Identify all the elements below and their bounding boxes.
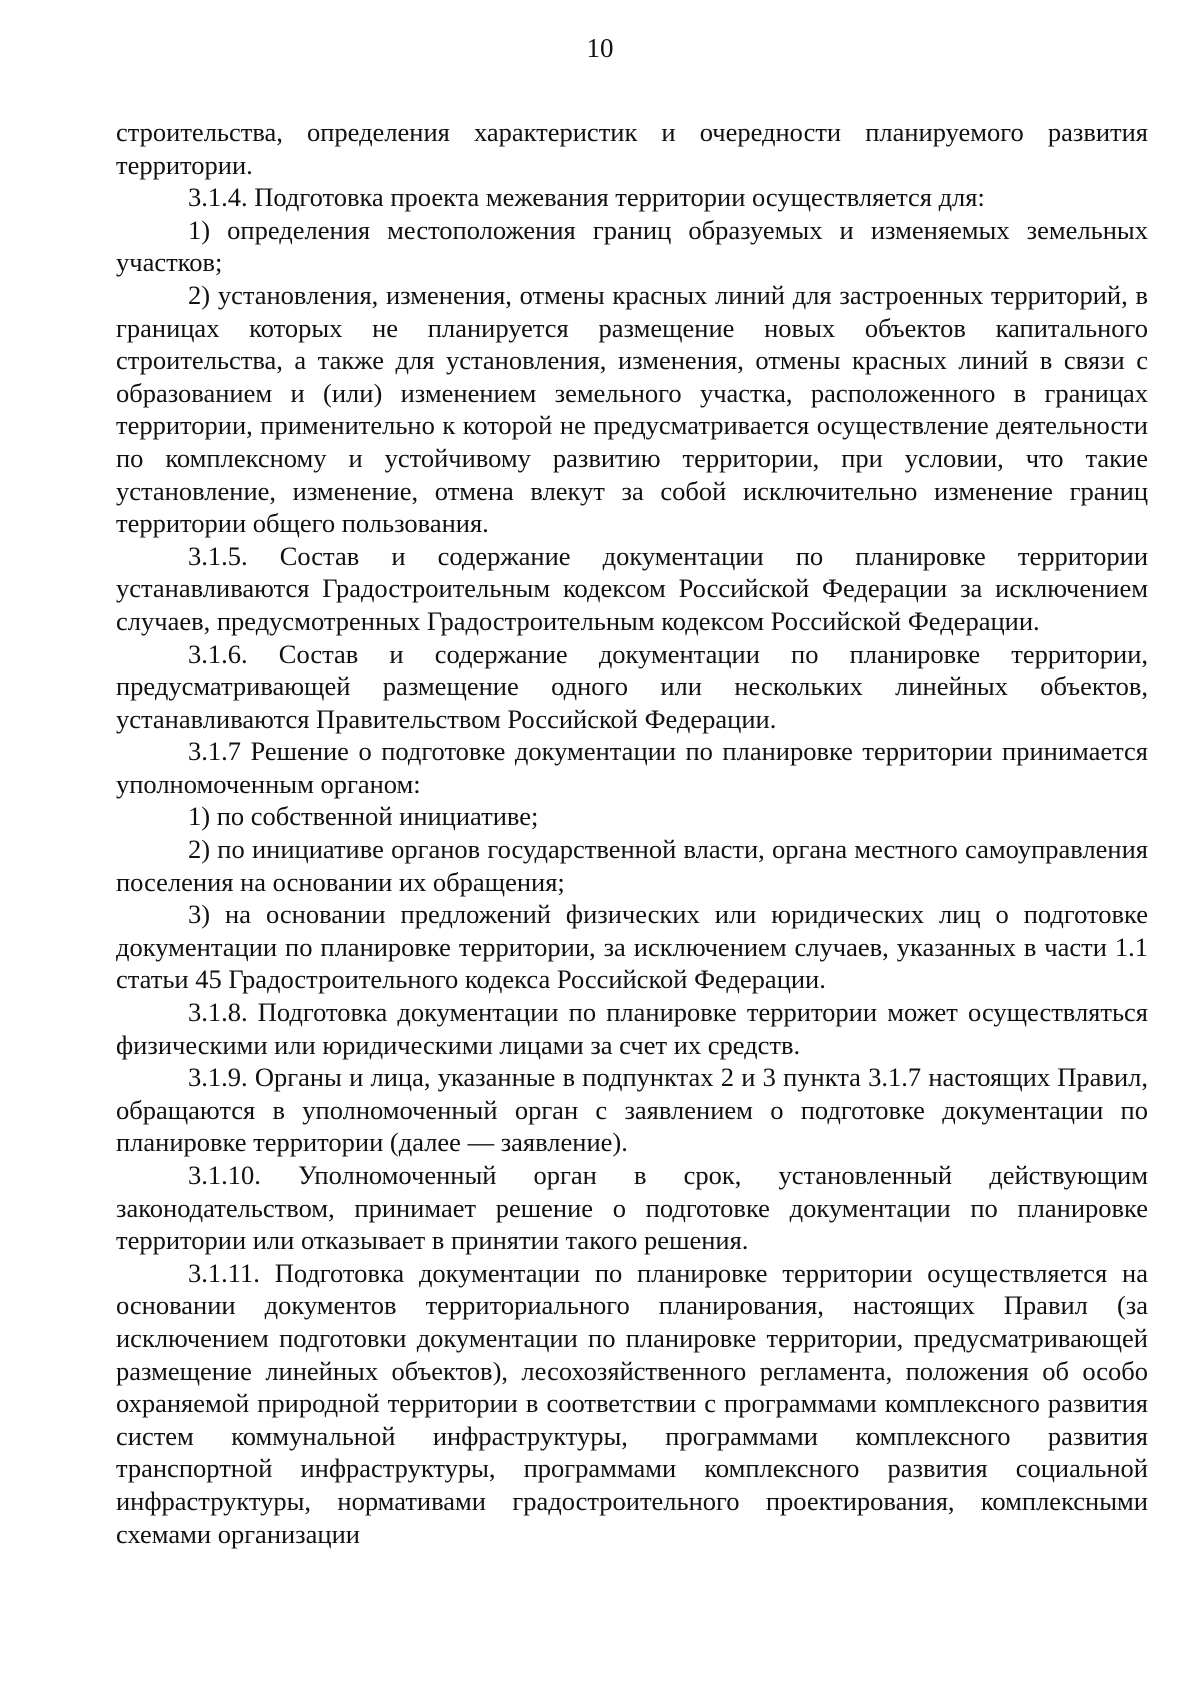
paragraph-3-1-4-item-2: 2) установления, изменения, отмены красных линий для застроенных территорий, в границах которых не планируется размещение новых объектов капитального строительства, а также для установления, изменения, отмены красных линий в связи с образованием и (или) изменением земельного участка, расположенного в границах территории, применительно к которой не предусматривается осуществление деятельности по комплексному и устойчивому развитию территории, при условии, что такие установление, изменение, отмена влекут за собой исключительно изменение границ территории общего пользования. — [116, 279, 1148, 539]
paragraph-3-1-7: 3.1.7 Решение о подготовке документации по планировке территории принимается уполномоченным органом: — [116, 736, 1148, 799]
paragraph-3-1-7-item-3: 3) на основании предложений физических или юридических лиц о подготовке документации по планировке территории, за исключением случаев, указанных в части 1.1 статьи 45 Градостроительного кодекса Российской Федерации. — [116, 899, 1148, 995]
paragraph-3-1-4: 3.1.4. Подготовка проекта межевания территории осуществляется для: — [188, 182, 985, 213]
paragraph-continuation: строительства, определения характеристик и очередности планируемого развития территории. — [116, 117, 1148, 180]
paragraph-3-1-7-item-1: 1) по собственной инициативе; — [188, 801, 539, 832]
paragraph-3-1-10: 3.1.10. Уполномоченный орган в срок, установленный действующим законодательством, принимает решение о подготовке документации по планировке территории или отказывает в принятии такого решения. — [116, 1160, 1148, 1256]
document-body — [116, 116, 1148, 1550]
paragraph-3-1-11: 3.1.11. Подготовка документации по планировке территории осуществляется на основании документов территориального планирования, настоящих Правил (за исключением подготовки документации по планировке территории, предусматривающей размещение линейных объектов), лесохозяйственного регламента, положения об особо охраняемой природной территории в соответствии с программами комплексного развития систем коммунальной инфраструктуры, программами комплексного развития транспортной инфраструктуры, программами комплексного развития социальной инфраструктуры, нормативами градостроительного проектирования, комплексными схемами организации — [116, 1257, 1148, 1549]
paragraph-3-1-5: 3.1.5. Состав и содержание документации по планировке территории устанавливаются Градостроительным кодексом Российской Федерации за исключением случаев, предусмотренных Градостроительным кодексом Российской Федерации. — [116, 540, 1148, 636]
paragraph-3-1-8: 3.1.8. Подготовка документации по планировке территории может осуществляться физическими или юридическими лицами за счет их средств. — [116, 997, 1148, 1060]
paragraph-3-1-4-item-1: 1) определения местоположения границ образуемых и изменяемых земельных участков; — [116, 214, 1148, 278]
paragraph-3-1-9: 3.1.9. Органы и лица, указанные в подпунктах 2 и 3 пункта 3.1.7 настоящих Правил, обращаются в уполномоченный орган с заявлением о подготовке документации по планировке территории (далее — заявление). — [116, 1062, 1148, 1158]
paragraph-3-1-7-item-2: 2) по инициативе органов государственной власти, органа местного самоуправления поселения на основании их обращения; — [116, 834, 1148, 897]
page-number: 10 — [586, 33, 614, 63]
paragraph-3-1-6: 3.1.6. Состав и содержание документации по планировке территории, предусматривающей размещение одного или нескольких линейных объектов, устанавливаются Правительством Российской Федерации. — [116, 638, 1148, 734]
